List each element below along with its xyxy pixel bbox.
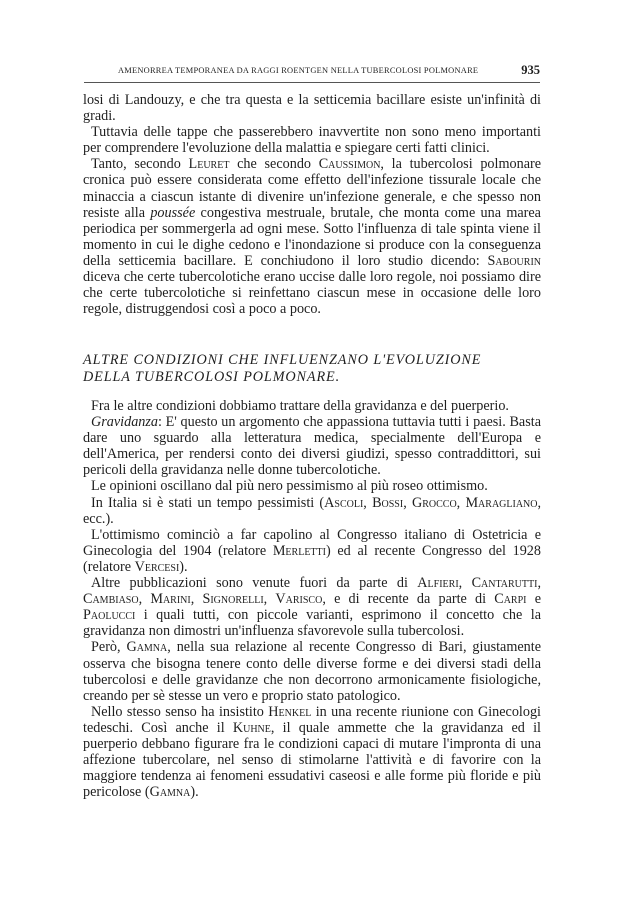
paragraph: Tuttavia delle tappe che passerebbero inavvertite non sono meno importanti per comprendere l'evoluzione della malattia e spiegare certi fatti clinici. (83, 124, 541, 157)
author-name: Marini (150, 591, 191, 608)
heading-line: ALTRE CONDIZIONI CHE INFLUENZANO L'EVOLUZIONE (83, 352, 482, 368)
page-header (84, 62, 540, 83)
author-name: Grocco (411, 494, 457, 511)
paragraph: Le opinioni oscillano dal più nero pessimismo al più roseo ottimismo. (91, 478, 488, 495)
author-name: Merletti (272, 542, 326, 559)
author-name: Maragliano (465, 494, 538, 511)
italic-term: Gravidanza (91, 414, 158, 431)
paragraph: Però, Gamna, nella sua relazione al recente Congresso di Bari, giustamente osserva che bisogna tenere conto delle diverse forme e dei diversi stadi della tubercolosi e delle gravidanze che non decorrono armonicamente fisiologiche, creando per sè stesse un vero e proprio stato patologico. (83, 639, 541, 704)
text-block-bottom (83, 398, 541, 800)
author-name: Sabourin (487, 252, 541, 269)
author-name: Cambiaso (83, 591, 139, 608)
paragraph: Nello stesso senso ha insistito Henkel in una recente riunione con Ginecologi tedeschi. Così anche il Kuhne, il quale ammette che la gravidanza ed il puerperio debbano figurare fra le condizioni capaci di mutare l'impronta di una affezione tubercolare, nel senso di stimolarne l'attività e di favorire con la maggiore tendenza ai fenomeni essudativi caseosi e alle forme più floride e più pericolose (Gamna). (83, 703, 541, 801)
running-head: AMENORREA TEMPORANEA DA RAGGI ROENTGEN NELLA TUBERCOLOSI POLMONARE (118, 66, 479, 75)
author-name: Cantarutti (471, 575, 538, 592)
paragraph: losi di Landouzy, e che tra questa e la setticemia bacillare esiste un'infinità di gradi. (83, 92, 541, 125)
text-block-top (83, 92, 541, 317)
paragraph: L'ottimismo cominciò a far capolino al Congresso italiano di Ostetricia e Ginecologia del 1904 (relatore Merletti) ed al recente Congresso del 1928 (relatore Vercesi). (83, 526, 541, 575)
paragraph: In Italia si è stati un tempo pessimisti (Ascoli, Bossi, Grocco, Maragliano, ecc.). (83, 494, 542, 527)
author-name: Kuhne (232, 719, 271, 736)
paragraph: Gravidanza: E' questo un argomento che appassiona tuttavia tutti i paesi. Basta dare uno sguardo alla letteratura medica, specialmente dell'Europa e dell'America, per rendersi conto dei diversi giudizi, spesso contraddittori, sui pericoli della gravidanza nelle donne tubercolotiche. (83, 414, 541, 479)
italic-term: poussée (150, 204, 196, 221)
author-name: Paolucci (83, 607, 136, 624)
author-name: Alfieri (417, 575, 459, 592)
author-name: Bossi (372, 494, 404, 511)
paragraph: Fra le altre condizioni dobbiamo trattare della gravidanza e del puerperio. (91, 398, 509, 414)
author-name: Henkel (268, 703, 312, 720)
author-name: Varisco (275, 591, 323, 608)
author-name: Vercesi (134, 558, 180, 575)
author-name: Leuret (188, 156, 230, 173)
author-name: Signorelli (202, 591, 264, 608)
paragraph: Tanto, secondo Leuret che secondo Caussimon, la tubercolosi polmonare cronica può essere considerata come effetto dell'infezione tissurale locale che minaccia a ciascun istante di divenire un'infezione generale, e che spesso non resiste alla poussée congestiva mestruale, brutale, che monta come una marea periodica per sommergerla ad ogni mese. Sotto l'influenza di tale spinta viene il momento in cui le dighe cedono e l'inondazione si produce con la conseguenza della setticemia bacillare. E conchiudono il loro studio dicendo: Sabourin diceva che certe tubercolotiche erano uccise dalle loro regole, noi possiamo dire che certe tubercolotiche si reinfettano ciascun mese in occasione delle loro regole, distruggendosi così a poco a poco. (83, 156, 542, 318)
author-name: Gamna (149, 784, 191, 801)
author-name: Gamna (126, 639, 168, 656)
section-heading (83, 352, 541, 386)
heading-line: DELLA TUBERCOLOSI POLMONARE. (83, 369, 341, 385)
author-name: Ascoli (324, 494, 364, 511)
paragraph: Altre pubblicazioni sono venute fuori da parte di Alfieri, Cantarutti, Cambiaso, Marini, Signorelli, Varisco, e di recente da parte di Carpi e Paolucci i quali tutti, con piccole varianti, esprimono il concetto che la gravidanza non dimostri un'influenza sfavorevole sulla tubercolosi. (83, 575, 541, 640)
author-name: Carpi (494, 591, 527, 608)
author-name: Caussimon (318, 156, 381, 173)
page-number: 935 (521, 63, 540, 77)
